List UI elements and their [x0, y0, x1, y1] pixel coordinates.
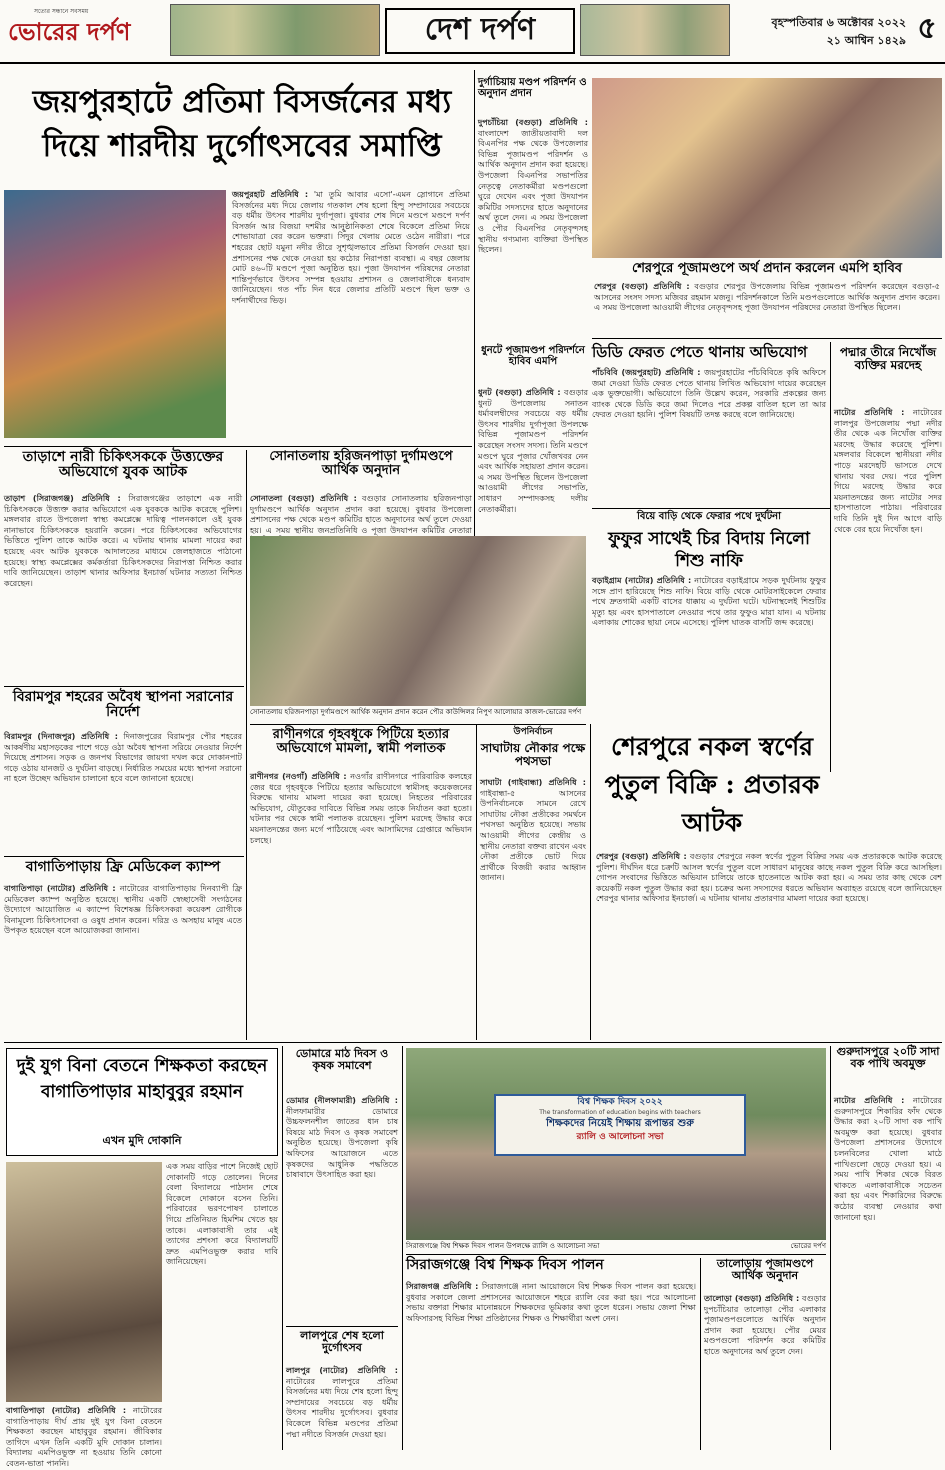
a6-body-text: নাটোরের লালপুর উপজেলায় পদ্মা নদীর তীর থেকে এক নিখোঁজ ব্যক্তির মরদেহ উদ্ধার করেছে পুলিশ। মঙ্গলবার বিকেলে স্থানীয়রা নদীর পাড়ে মরদেহটি ভাসতে দেখে থানায় খবর দেয়। পরে পুলিশ গিয়ে মরদেহ উদ্ধার করে ময়নাতদন্তের জন্য নাটোর সদর হাসপাতালে পাঠায়। পরিবারের দাবি তিনি দুই দিন আগে বাড়ি থেকে বের হয়ে নিখোঁজ হন।	[834, 408, 942, 534]
a8-photo-caption: সোনাতলায় হরিজনপাড়া দুর্গামণ্ডপে আর্থিক অনুদান প্রদান করেন পৌর কাউন্সিলর নিপুণ আলোয়ার কাজল-ভোরের দর্পণ	[250, 708, 582, 716]
masthead-tagline: সত্যের সন্ধানে সবসময়	[34, 8, 89, 15]
a5-body	[592, 368, 826, 504]
a3-photo	[592, 78, 942, 258]
a12-byline: রাণীনগর (নওগাঁ) প্রতিনিধি :	[250, 772, 347, 781]
a5-byline: পাঁচবিবি (জয়পুরহাট) প্রতিনিধি :	[592, 368, 701, 377]
a8-body-text: বগুড়ার সোনাতলায় হরিজনপাড়া দুর্গামণ্ডপে আর্থিক অনুদান প্রদান করা হয়েছে। বুধবার উপজেলা প্রশাসনের পক্ষ থেকে মণ্ডপ কমিটির হাতে অনুদানের অর্থ তুলে দেওয়া হয়। এ সময় স্থানীয় জনপ্রতিনিধি ও পূজা উদযাপন কমিটির নেতারা	[250, 494, 472, 535]
a18-photo-credit: ভোরের দর্পণ	[790, 1242, 826, 1250]
rule-a10	[4, 856, 244, 857]
rule-a12	[250, 724, 586, 725]
a2-body	[478, 118, 588, 338]
a17-byline: লালপুর (নাটোর) প্রতিনিধি :	[286, 1366, 398, 1375]
a10-body-text: নাটোরের বাগাতিপাড়ায় দিনব্যাপী ফ্রি মেডিকেল ক্যাম্প অনুষ্ঠিত হয়েছে। স্থানীয় একটি স্বেচ্ছাসেবী সংগঠনের উদ্যোগে আয়োজিত এ ক্যাম্পে বিশেষজ্ঞ চিকিৎসকরা কয়েকশ রোগীকে বিনামূল্যে চিকিৎসাসেবা ও ওষুধ প্রদান করেন। দরিদ্র ও অসহায় মানুষ এতে উপকৃত হয়েছেন বলে আয়োজকরা জানান।	[4, 884, 243, 936]
a20-headline: গুরুদাসপুরে ২০টি সাদা বক পাখি অবমুক্ত	[836, 1045, 940, 1070]
a13-body-text: গাইবান্ধা-৫ আসনের উপনির্বাচনকে সামনে রেখে সাঘাটায় নৌকা প্রতীকের সমর্থনে পথসভা অনুষ্ঠিত হয়েছে। সভায় আওয়ামী লীগের কেন্দ্রীয় ও স্থানীয় নেতারা বক্তব্য রাখেন এবং নৌকা প্রতীকে ভোট দিয়ে প্রার্থীকে বিজয়ী করার আহ্বান জানান।	[480, 788, 586, 883]
a17-body-text: নাটোরের লালপুরে প্রতিমা বিসর্জনের মধ্য দিয়ে শেষ হলো হিন্দু সম্প্রদায়ের সবচেয়ে বড় ধর্মীয় উৎসব শারদীয় দুর্গোৎসব। বুধবার বিকেলে বিভিন্ন মণ্ডপের প্রতিমা পদ্মা নদীতে বিসর্জন দেওয়া হয়।	[286, 1376, 398, 1439]
a18-body	[406, 1282, 696, 1450]
a15-body	[596, 852, 942, 1036]
a15-byline: শেরপুর (বগুড়া) প্রতিনিধি :	[596, 852, 687, 861]
a13-body	[480, 778, 586, 1038]
rule-a18	[406, 1254, 826, 1255]
a18-banner-title: বিশ্ব শিক্ষক দিবস ২০২২	[577, 1097, 663, 1107]
a11-byline: বাগাতিপাড়া (নাটোর) প্রতিনিধি :	[6, 1406, 127, 1415]
a19-headline: তালোড়ায় পূজামণ্ডপে আর্থিক অনুদান	[716, 1257, 814, 1282]
a12-body	[250, 772, 472, 1038]
a6-headline: পদ্মার তীরে নিখোঁজ ব্যক্তির মরদেহ	[839, 345, 937, 372]
masthead	[0, 0, 945, 60]
a16-byline: ডোমার (নীলফামারী) প্রতিনিধি :	[286, 1096, 398, 1105]
masthead-date: বৃহস্পতিবার ৬ অক্টোবর ২০২২	[771, 16, 906, 29]
a4-body-text: বগুড়ার ধুনট উপজেলায় সনাতন ধর্মাবলম্বীদের সবচেয়ে বড় ধর্মীয় উৎসব শারদীয় দুর্গাপূজা উপলক্ষে বিভিন্ন পূজামণ্ডপ পরিদর্শন করেছেন সংসদ সদস্য। তিনি মণ্ডপে মণ্ডপে ঘুরে পূজার খোঁজখবর নেন এবং আর্থিক সহায়তা প্রদান করেন। এ সময় উপস্থিত ছিলেন উপজেলা আওয়ামী লীগের সভাপতি, সাধারণ সম্পাদকসহ দলীয় নেতাকর্মীরা।	[478, 388, 588, 514]
a10-headline: বাগাতিপাড়ায় ফ্রি মেডিকেল ক্যাম্প	[25, 859, 221, 875]
a1-photo	[4, 190, 226, 438]
masthead-logo	[8, 6, 168, 52]
a18-byline: সিরাজগঞ্জ প্রতিনিধি :	[406, 1282, 479, 1291]
a11-body-left	[6, 1406, 163, 1468]
a2-byline: দুপচাঁচিয়া (বগুড়া) প্রতিনিধি :	[478, 118, 588, 127]
a18-photo	[406, 1048, 826, 1240]
a9-headline: বিরামপুর শহরের অবৈধ স্থাপনা সরানোর নির্দেশ	[12, 689, 234, 721]
a2-body-text: বাংলাদেশ জাতীয়তাবাদী দল বিএনপির পক্ষ থেকে উপজেলার বিভিন্ন পূজামণ্ডপ পরিদর্শন ও আর্থিক অনুদান প্রদান করা হয়েছে। উপজেলা বিএনপির সভাপতির নেতৃত্বে নেতাকর্মীরা মণ্ডপগুলো ঘুরে দেখেন এবং পূজা উদযাপন কমিটির সদস্যদের হাতে অনুদানের অর্থ তুলে দেন। এ সময় উপজেলা ও পৌর বিএনপির নেতৃবৃন্দসহ স্থানীয় গণ্যমান্য ব্যক্তিরা উপস্থিত ছিলেন।	[478, 128, 588, 255]
a9-byline: বিরামপুর (দিনাজপুর) প্রতিনিধি :	[4, 732, 118, 741]
a11-headline: দুই যুগ বিনা বেতনে শিক্ষকতা করছেন বাগাতিপাড়ার মাহাবুবুর রহমান	[16, 1056, 268, 1102]
rule-a3	[592, 338, 942, 339]
rule-mid	[4, 446, 472, 447]
a4-byline: ধুনট (বগুড়া) প্রতিনিধি :	[478, 388, 561, 397]
a19-body-text: বগুড়ার দুপচাঁচিয়ার তালোড়া পৌর এলাকার পূজামণ্ডপগুলোতে আর্থিক অনুদান প্রদান করা হয়েছে। পৌর মেয়র মণ্ডপগুলো পরিদর্শন করে কমিটির হাতে অনুদানের অর্থ তুলে দেন।	[704, 1294, 826, 1356]
rule-a17	[286, 1326, 398, 1327]
a8-headline: সোনাতলায় হরিজনপাড়া দুর্গামণ্ডপে আর্থিক অনুদান	[269, 449, 453, 479]
a18-banner-subtitle: The transformation of education begins with teachers	[539, 1109, 701, 1116]
a13-byline: সাঘাটা (গাইবান্ধা) প্রতিনিধি :	[480, 778, 586, 787]
a14-byline: বড়াইগ্রাম (নাটোর) প্রতিনিধি :	[592, 576, 692, 585]
rule-bottom	[4, 1042, 942, 1043]
a17-headline: লালপুরে শেষ হলো দুর্গোৎসব	[300, 1329, 384, 1354]
a13-kicker: উপনির্বাচন	[513, 727, 553, 737]
a16-headline: ডোমারে মাঠ দিবস ও কৃষক সমাবেশ	[295, 1047, 389, 1072]
a4-headline: ধুনটে পূজামণ্ডপ পরিদর্শনে হাবিব এমপি	[481, 345, 585, 367]
a3-headline: শেরপুরে পূজামণ্ডপে অর্থ প্রদান করলেন এমপি হাবিব	[631, 261, 903, 276]
masthead-rule	[0, 62, 945, 64]
col-rule-4	[476, 724, 477, 1040]
a8-byline: সোনাতলা (বগুড়া) প্রতিনিধি :	[250, 494, 357, 503]
masthead-strip-left	[170, 4, 380, 56]
a20-body	[834, 1096, 942, 1450]
a18-banner-line3: র‌্যালি ও আলোচনা সভা	[576, 1132, 664, 1142]
a1-byline: জয়পুরহাট প্রতিনিধি :	[232, 190, 309, 199]
a10-byline: বাগাতিপাড়া (নাটোর) প্রতিনিধি :	[4, 884, 116, 893]
col-rule-3	[246, 450, 247, 1040]
col-rule-6	[282, 1046, 283, 1450]
a2-headline: দুর্গাচিয়ায় মণ্ডপ পরিদর্শন ও অনুদান প্রদান	[478, 77, 587, 99]
a3-body	[594, 282, 940, 334]
a9-body-text: দিনাজপুরের বিরামপুর পৌর শহরের আকর্ষণীয় মহাসড়কের পাশে গড়ে ওঠা অবৈধ স্থাপনা সরিয়ে নেওয়ার নির্দেশ দিয়েছে প্রশাসন। সড়ক ও জনপথ বিভাগের জায়গা দখল করে দোকানপাট গড়ে ওঠায় যানজট ও দুর্ঘটনা বাড়ছে। নির্ধারিত সময়ের মধ্যে স্থাপনা সরানো না হলে উচ্ছেদ অভিযান চালানো হবে বলে জানানো হয়েছে।	[4, 732, 243, 784]
a11-subheadline: এখন মুদি দোকানি	[102, 1134, 182, 1147]
a5-headline: ডিডি ফেরত পেতে থানায় অভিযোগ	[592, 343, 808, 361]
a18-banner	[494, 1094, 746, 1156]
a13-headline: সাঘাটায় নৌকার পক্ষে পথসভা	[480, 741, 586, 768]
a1-body	[232, 190, 470, 440]
a7-body-text: সিরাজগঞ্জের তাড়াশে এক নারী চিকিৎসককে উত্ত্যক্ত করার অভিযোগে এক যুবককে আটক করেছে পুলিশ। মঙ্গলবার রাতে উপজেলা স্বাস্থ্য কমপ্লেক্সে দায়িত্ব পালনকালে ওই যুবক নানাভাবে চিকিৎসককে হয়রানি করেন। পরে চিকিৎসকের অভিযোগের ভিত্তিতে পুলিশ তাকে আটক করে। এ ঘটনায় থানায় মামলা দায়ের করা হয়েছে এবং আটক যুবককে আদালতের মাধ্যমে জেলহাজতে পাঠানো হয়েছে। স্বাস্থ্য কমপ্লেক্সের কর্মকর্তারা চিকিৎসকদের নিরাপত্তা নিশ্চিত করার দাবি জানিয়েছেন। তাড়াশ থানার অফিসার ইনচার্জ ঘটনার সত্যতা নিশ্চিত করেছেন।	[4, 494, 242, 588]
a17-body	[286, 1366, 398, 1450]
a18-photo-caption: সিরাজগঞ্জে বিশ্ব শিক্ষক দিবস পালন উপলক্ষে র‌্যালি ও আলোচনা সভা	[406, 1242, 600, 1250]
a20-body-text: নাটোরের গুরুদাসপুরে শিকারির ফাঁদ থেকে উদ্ধার করা ২০টি সাদা বক পাখি অবমুক্ত করা হয়েছে। বুধবার উপজেলা প্রশাসনের উদ্যোগে চলনবিলের খোলা মাঠে পাখিগুলো ছেড়ে দেওয়া হয়। এ সময় পাখি শিকার থেকে বিরত থাকতে এলাকাবাসীকে সচেতন করা হয় এবং শিকারিদের বিরুদ্ধে কঠোর ব্যবস্থা নেওয়ার কথা জানানো হয়।	[834, 1096, 942, 1222]
masthead-paper-name: ভোরের দর্পণ	[8, 17, 131, 46]
a16-body-text: নীলফামারীর ডোমারে উচ্চফলনশীল জাতের ধান চাষ বিষয়ে মাঠ দিবস ও কৃষক সমাবেশ অনুষ্ঠিত হয়েছে। উপজেলা কৃষি অফিসের আয়োজনে এতে কৃষকদের আধুনিক পদ্ধতিতে চাষাবাদে উৎসাহিত করা হয়।	[286, 1106, 398, 1180]
a8-body	[250, 494, 472, 534]
col-rule-7	[402, 1046, 403, 1450]
a18-banner-tagline: শিক্ষকদের নিয়েই শিক্ষায় রূপান্তর শুরু	[546, 1118, 694, 1129]
col-rule-1	[474, 70, 475, 580]
a14-headline: ফুফুর সাথেই চির বিদায় নিলো শিশু নাফি	[608, 529, 810, 571]
a18-headline: সিরাজগঞ্জে বিশ্ব শিক্ষক দিবস পালন	[406, 1257, 604, 1273]
a11-body-left-text: নাটোরের বাগাতিপাড়ায় দীর্ঘ প্রায় দুই যুগ বিনা বেতনে শিক্ষকতা করছেন মাহাবুবুর রহমান। জীবিকার তাগিদে এখন তিনি একটি মুদি দোকান চালান। বিদ্যালয় এমপিওভুক্ত না হওয়ায় তিনি কোনো বেতন-ভাতা পাননি।	[6, 1406, 163, 1468]
a8-photo	[250, 536, 586, 706]
a12-headline: রাণীনগরে গৃহবধূকে পিটিয়ে হত্যার অভিযোগে মামলা, স্বামী পলাতক	[272, 727, 450, 757]
col-rule-9	[830, 1046, 831, 1450]
a11-headline-box	[6, 1048, 278, 1156]
a10-body	[4, 884, 242, 1032]
a14-body	[592, 576, 826, 718]
a7-byline: তাড়াশ (সিরাজগঞ্জ) প্রতিনিধি :	[4, 494, 121, 503]
a19-byline: তালোড়া (বগুড়া) প্রতিনিধি :	[704, 1294, 800, 1303]
masthead-section: দেশ দর্পণ	[385, 8, 575, 54]
a11-photo	[6, 1162, 162, 1402]
col-rule-5	[590, 724, 591, 1040]
col-rule-2	[830, 342, 831, 772]
a15-body-text: বগুড়ার শেরপুরে নকল স্বর্ণের পুতুল বিক্রির সময় এক প্রতারককে আটক করেছে পুলিশ। দীর্ঘদিন ধরে চক্রটি আসল স্বর্ণের পুতুল বলে সাধারণ মানুষের কাছে নকল পুতুল বিক্রি করে আসছিল। গোপন সংবাদের ভিত্তিতে অভিযান চালিয়ে তাকে হাতেনাতে আটক করা হয়। এ সময় তার কাছ থেকে বেশ কয়েকটি নকল পুতুল উদ্ধার করা হয়। চক্রের অন্য সদস্যদের ধরতে অভিযান অব্যাহত রয়েছে বলে জানিয়েছেন শেরপুর থানার অফিসার ইনচার্জ। এ ঘটনায় থানায় প্রতারণার মামলা দায়ের করা হয়েছে।	[596, 852, 942, 904]
masthead-date-bangla: ২১ আশ্বিন ১৪২৯	[826, 34, 906, 47]
a11-body-right: এক সময় বাড়ির পাশে নিজেই ছোট দোকানটি গড়ে তোলেন। দিনের বেলা বিদ্যালয়ে পাঠদান শেষে বিকেলে দোকানে বসেন তিনি। পরিবারের ভরণপোষণ চালাতে গিয়ে প্রতিনিয়ত হিমশিম খেতে হয় তাকে। এলাকাবাসী তার এই ত্যাগের প্রশংসা করে বিদ্যালয়টি দ্রুত এমপিওভুক্ত করার দাবি জানিয়েছেন।	[166, 1162, 278, 1267]
page-number: ৫	[917, 11, 937, 46]
a5-body-text: জয়পুরহাটের পাঁচবিবিতে কৃষি অফিসে জমা দেওয়া ডিডি ফেরত পেতে থানায় লিখিত অভিযোগ দায়ের করেছেন এক ভুক্তভোগী। অভিযোগে তিনি উল্লেখ করেন, সরকারি প্রকল্পের জন্য ব্যাংক থেকে ডিডি করে জমা দিলেও পরে প্রকল্প বাতিল হলে তা আর ফেরত দেওয়া হয়নি। পুলিশ বিষয়টি তদন্ত করছে বলে জানিয়েছে।	[592, 368, 826, 420]
a9-body	[4, 732, 242, 852]
masthead-strip-right	[580, 4, 730, 56]
a18-body-text: সিরাজগঞ্জে নানা আয়োজনে বিশ্ব শিক্ষক দিবস পালন করা হয়েছে। বুধবার সকালে জেলা প্রশাসনের আয়োজনে শহরে র‌্যালি বের করা হয়। পরে আলোচনা সভায় বক্তারা শিক্ষার মানোন্নয়নে শিক্ষকদের ভূমিকার কথা তুলে ধরেন। সভায় জেলা শিক্ষা অফিসারসহ বিভিন্ন শিক্ষা প্রতিষ্ঠানের শিক্ষক ও শিক্ষার্থীরা অংশ নেন।	[406, 1282, 697, 1323]
a20-byline: নাটোর প্রতিনিধি :	[834, 1096, 905, 1105]
a14-body-text: নাটোরের বড়াইগ্রামে সড়ক দুর্ঘটনায় ফুফুর সঙ্গে প্রাণ হারিয়েছে শিশু নাফি। বিয়ে বাড়ি থেকে মোটরসাইকেলে ফেরার পথে দ্রুতগামী একটি বাসের ধাক্কায় এ দুর্ঘটনা ঘটে। ঘটনাস্থলেই শিশুটির মৃত্যু হয় এবং হাসপাতালে নেওয়ার পথে তার ফুফুও মারা যান। এ ঘটনায় এলাকায় শোকের ছায়া নেমে এসেছে। পুলিশ ঘাতক বাসটি জব্দ করেছে।	[592, 576, 826, 628]
a7-headline: তাড়াশে নারী চিকিৎসককে উত্ত্যক্তের অভিযোগে যুবক আটক	[22, 449, 224, 481]
a12-body-text: নওগাঁর রাণীনগরে পারিবারিক কলহের জের ধরে গৃহবধূকে পিটিয়ে হত্যার অভিযোগে স্বামীসহ কয়েকজনের বিরুদ্ধে থানায় মামলা দায়ের করা হয়েছে। নিহতের পরিবারের অভিযোগ, যৌতুকের দাবিতে বিভিন্ন সময় তাকে নির্যাতন করা হতো। ঘটনার পর থেকে স্বামী পলাতক রয়েছেন। পুলিশ মরদেহ উদ্ধার করে ময়নাতদন্তের জন্য মর্গে পাঠিয়েছে এবং আসামিদের গ্রেপ্তারে অভিযান চলছে।	[250, 772, 472, 845]
a3-byline: শেরপুর (বগুড়া) প্রতিনিধি :	[594, 282, 690, 291]
rule-a9	[4, 686, 244, 687]
a19-body	[704, 1294, 826, 1450]
rule-a14	[592, 508, 830, 509]
a16-body	[286, 1096, 398, 1322]
a6-byline: নাটোর প্রতিনিধি :	[834, 408, 905, 417]
a1-headline: জয়পুরহাটে প্রতিমা বিসর্জনের মধ্য দিয়ে শারদীয় দুর্গোৎসবের সমাপ্তি	[32, 84, 452, 164]
col-rule-8	[700, 1258, 701, 1450]
a14-kicker: বিয়ে বাড়ি থেকে ফেরার পথে দুর্ঘটনা	[636, 511, 782, 522]
a1-body-text: 'মা তুমি আবার এসো'-এমন স্লোগানে প্রতিমা বিসর্জনের মধ্য দিয়ে জেলায় গতকাল শেষ হলো হিন্দু সম্প্রদায়ের সবচেয়ে বড় ধর্মীয় উৎসব শারদীয় দুর্গাপূজা। বুধবার শেষ দিনে মণ্ডপে মণ্ডপে দর্পণ বিসর্জন আর বিজয়া দশমীর আনুষ্ঠানিকতা শেষে বিকেলে প্রতিমা নিয়ে শোভাযাত্রা বের করেন ভক্তরা। সিঁদুর খেলায় মেতে ওঠেন নারীরা। পরে শহরের ছোট যমুনা নদীর তীরে সুশৃঙ্খলভাবে প্রতিমা বিসর্জন দেওয়া হয়। প্রশাসনের পক্ষ থেকে নেওয়া হয় কঠোর নিরাপত্তা ব্যবস্থা। এ বছর জেলায় মোট ৪৬০টি মণ্ডপে পূজা অনুষ্ঠিত হয়। পূজা উদযাপন পরিষদের নেতারা শান্তিপূর্ণভাবে উৎসব সম্পন্ন হওয়ায় প্রশাসন ও জেলাবাসীকে ধন্যবাদ জানিয়েছেন। গত পাঁচ দিন ধরে জেলার প্রতিটি মণ্ডপে ছিল ভক্ত ও দর্শনার্থীদের ভিড়।	[232, 190, 470, 305]
a7-body	[4, 494, 242, 682]
a15-headline: শেরপুরে নকল স্বর্ণের পুতুল বিক্রি : প্রতারক আটক	[604, 732, 820, 837]
a3-body-text: বগুড়ার শেরপুর উপজেলায় বিভিন্ন পূজামণ্ডপ পরিদর্শন করেছেন বগুড়া-৫ আসনের সংসদ সদস্য মজিবর রহমান মজনু। পরিদর্শনকালে তিনি মণ্ডপগুলোতে আর্থিক অনুদান প্রদান করেন। এ সময় উপজেলা আওয়ামী লীগের নেতৃবৃন্দসহ পূজা উদযাপন পরিষদের নেতারা উপস্থিত ছিলেন।	[594, 282, 940, 313]
a6-body	[834, 408, 942, 772]
